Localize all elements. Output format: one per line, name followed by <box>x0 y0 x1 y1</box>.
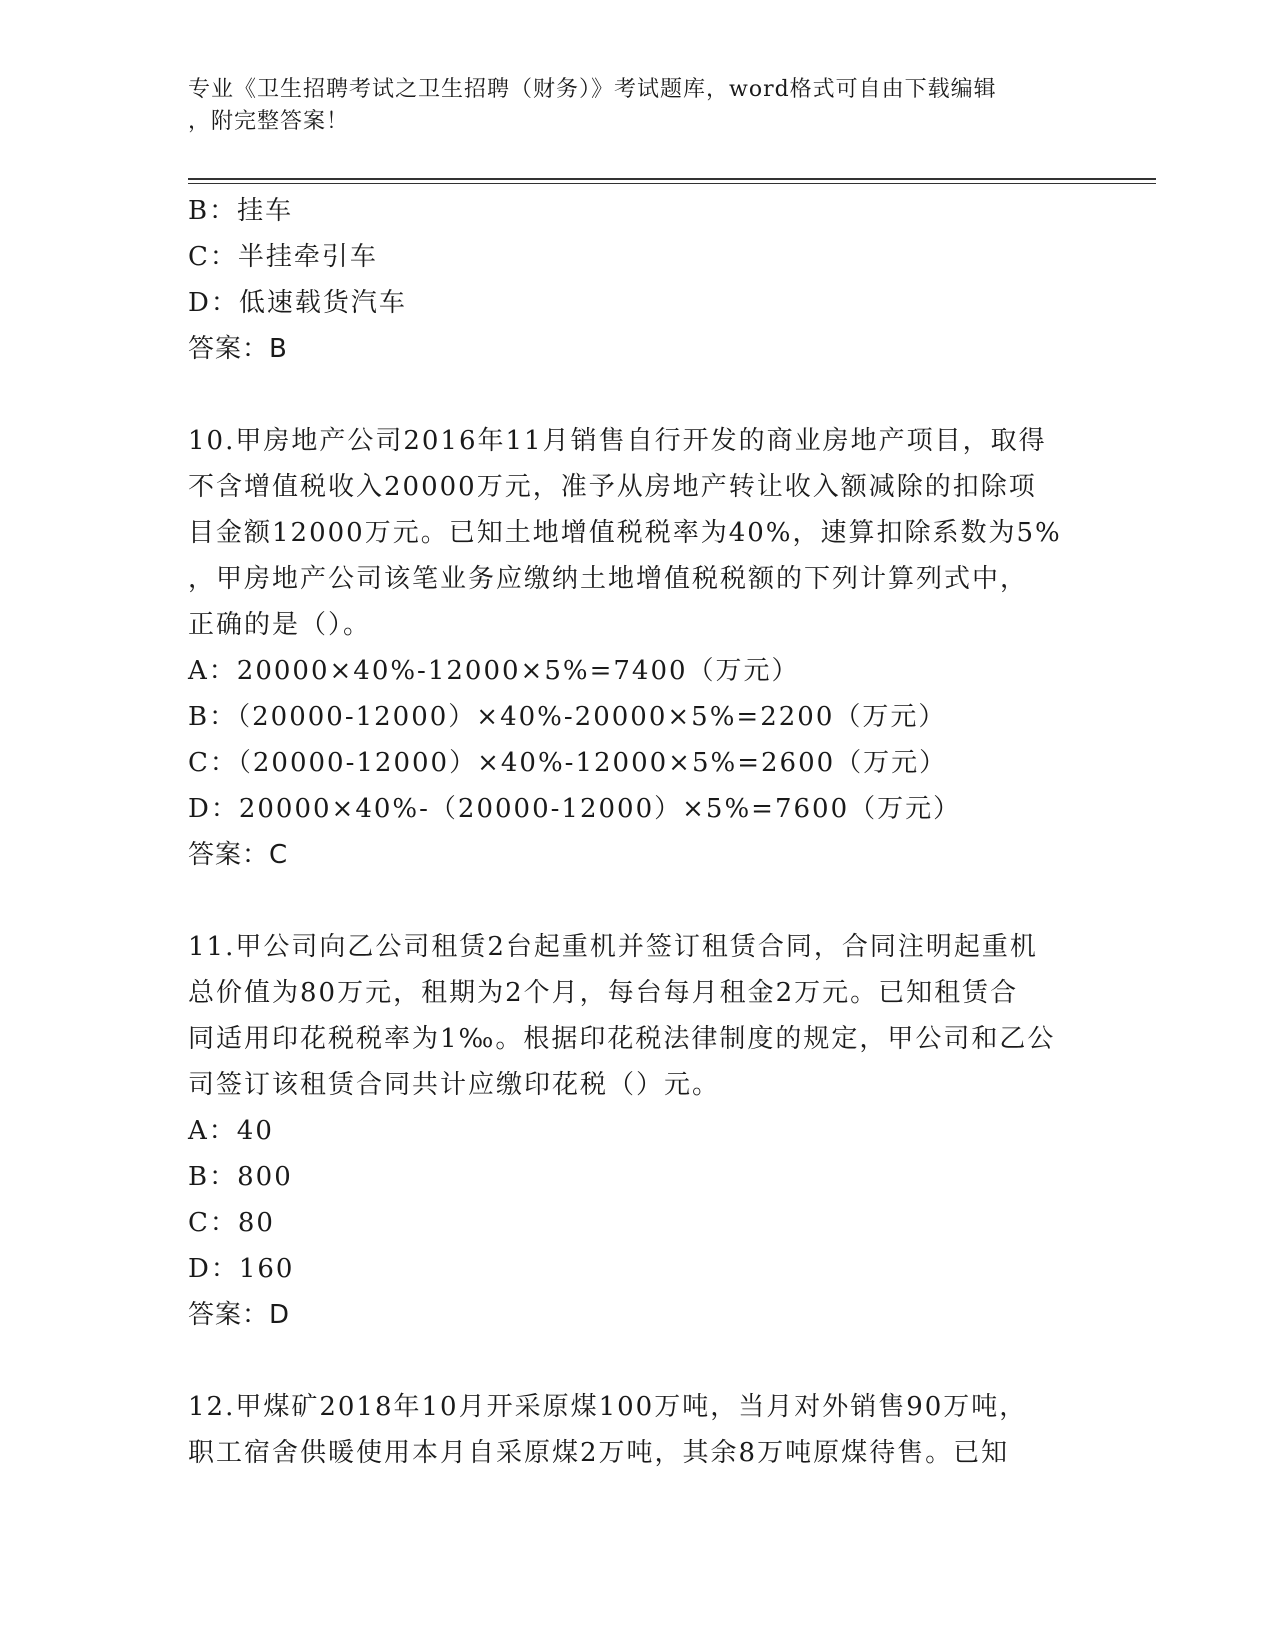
question-11 <box>188 924 1088 1338</box>
question-line: 11.甲公司向乙公司租赁2台起重机并签订租赁合同，合同注明起重机 <box>188 932 1038 962</box>
question-line: 不含增值税收入20000万元，准予从房地产转让收入额减除的扣除项 <box>188 472 1037 502</box>
option-b: B：800 <box>188 1162 293 1192</box>
question-line: 10.甲房地产公司2016年11月销售自行开发的商业房地产项目，取得 <box>188 426 1047 456</box>
option-b: B：挂车 <box>188 196 294 226</box>
question-line: 正确的是（）。 <box>188 610 372 640</box>
option-d: D：20000×40%-（20000-12000）×5%=7600（万元） <box>188 794 962 824</box>
option-a: A：40 <box>188 1116 274 1146</box>
document-header <box>188 74 1088 138</box>
question-line: 司签订该租赁合同共计应缴印花税（）元。 <box>188 1070 721 1100</box>
option-b: B：（20000-12000）×40%-20000×5%=2200（万元） <box>188 702 947 732</box>
question-text <box>188 418 1088 648</box>
answer: 答案：C <box>188 840 289 870</box>
header-divider-thick <box>188 178 1156 180</box>
spacer <box>188 1338 1088 1384</box>
question-line: 目金额12000万元。已知土地增值税税率为40%，速算扣除系数为5% <box>188 518 1062 548</box>
answer: 答案：B <box>188 334 288 364</box>
question-line: 12.甲煤矿2018年10月开采原煤100万吨，当月对外销售90万吨， <box>188 1392 1028 1422</box>
question-content <box>188 188 1088 1476</box>
question-text <box>188 924 1088 1108</box>
answer: 答案：D <box>188 1300 291 1330</box>
header-line-1: 专业《卫生招聘考试之卫生招聘（财务）》考试题库，word格式可自由下载编辑 <box>188 77 997 102</box>
option-a: A：20000×40%-12000×5%=7400（万元） <box>188 656 800 686</box>
option-c: C：80 <box>188 1208 275 1238</box>
question-line: ，甲房地产公司该笔业务应缴纳土地增值税税额的下列计算列式中， <box>188 564 1029 594</box>
option-c: C：（20000-12000）×40%-12000×5%=2600（万元） <box>188 748 948 778</box>
option-d: D：160 <box>188 1254 295 1284</box>
option-c: C：半挂牵引车 <box>188 242 378 272</box>
option-d: D：低速载货汽车 <box>188 288 407 318</box>
question-line: 同适用印花税税率为1‰。根据印花税法律制度的规定，甲公司和乙公 <box>188 1024 1056 1054</box>
question-9 <box>188 188 1088 372</box>
spacer <box>188 372 1088 418</box>
header-line-2: ，附完整答案！ <box>188 109 350 134</box>
question-12 <box>188 1384 1088 1476</box>
spacer <box>188 878 1088 924</box>
question-line: 总价值为80万元，租期为2个月，每台每月租金2万元。已知租赁合 <box>188 978 1019 1008</box>
question-10 <box>188 418 1088 878</box>
question-text <box>188 1384 1088 1476</box>
question-line: 职工宿舍供暖使用本月自采原煤2万吨，其余8万吨原煤待售。已知 <box>188 1438 1010 1468</box>
header-divider-thin <box>188 183 1156 184</box>
